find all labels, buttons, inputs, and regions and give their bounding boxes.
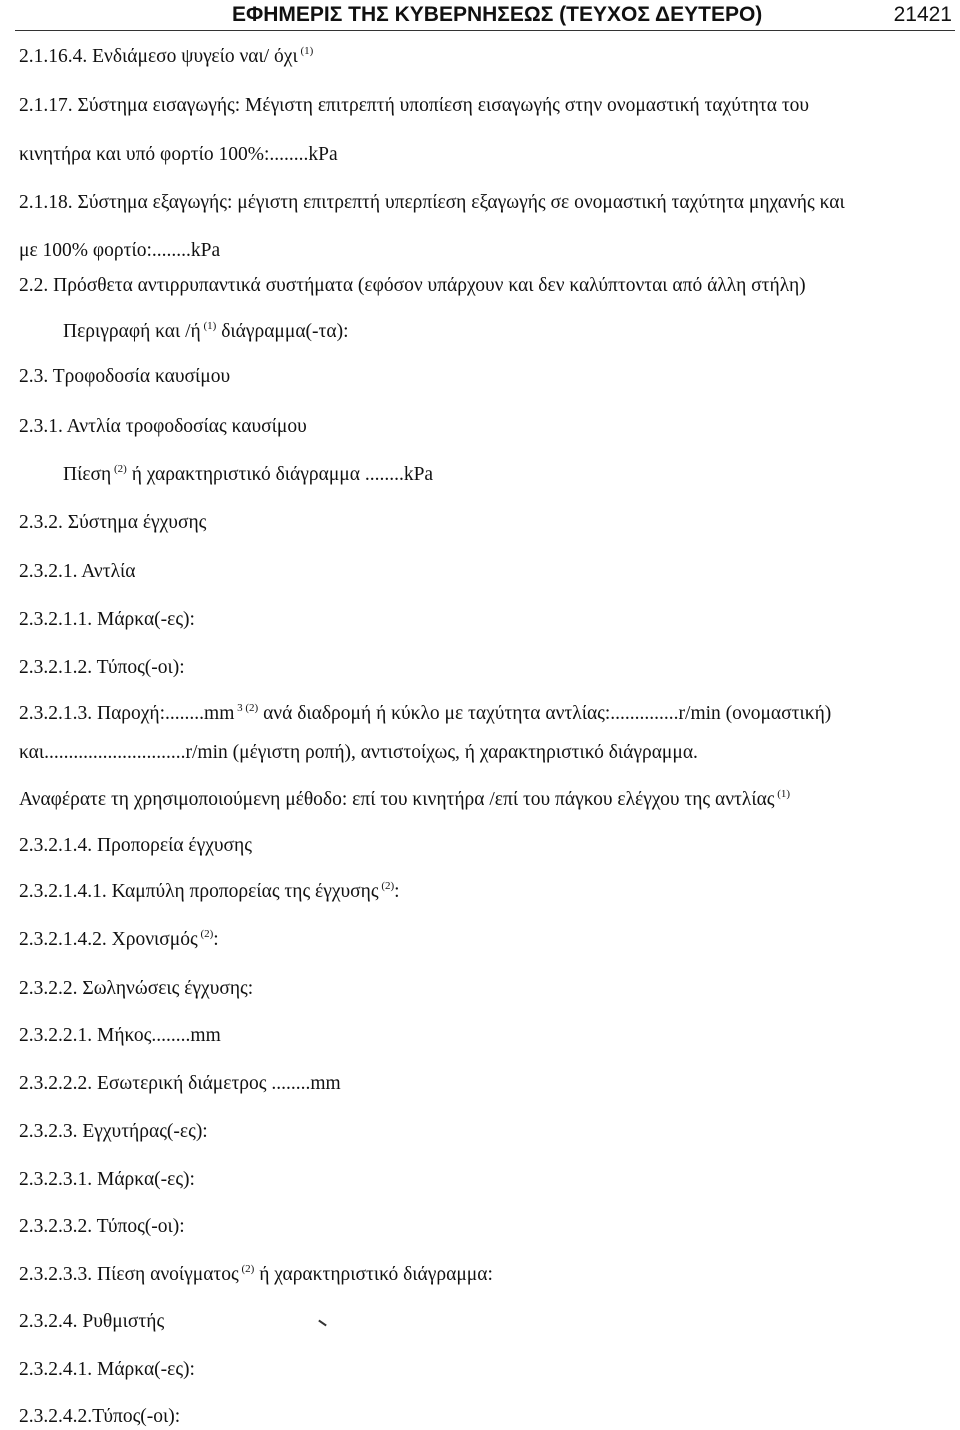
line-text: 2.3.2.1.3. Παροχή:........mm [19,703,235,724]
line-text: 2.3.2.1.4.1. Καμπύλη προπορείας της έγχυσης [19,881,379,902]
line-text: 2.3.2.2. Σωληνώσεις έγχυσης: [19,978,254,999]
text-line [19,608,195,632]
text-line [19,191,845,215]
text-line [19,415,307,439]
line-text: 2.3.2.1.4. Προπορεία έγχυσης [19,835,252,856]
footnote-ref: (2) [111,463,127,475]
line-text: 2.3.2. Σύστημα έγχυσης [19,512,207,533]
text-line [19,1263,493,1287]
text-line [19,1215,185,1239]
line-text-after: ανά διαδρομή ή κύκλο με ταχύτητα αντλίας:..............r/min (ονομαστική) [258,703,832,724]
footnote-ref: (2) [197,928,214,940]
line-text: 2.3.2.2.2. Εσωτερική διάμετρος ........mm [19,1073,341,1094]
line-text: Περιγραφή και /ή [63,321,201,342]
footnote-ref: (1) [774,788,791,800]
line-text-after: : [213,929,219,950]
text-line [19,1358,195,1382]
footnote-ref: (1) [200,320,217,332]
line-text: 2.3.1. Αντλία τροφοδοσίας καυσίμου [19,416,307,437]
line-text: Αναφέρατε τη χρησιμοποιούμενη μέθοδο: επί του κινητήρα /επί του πάγκου ελέγχου της αντλίας [19,789,775,810]
line-text: 2.3.2.1.4.2. Χρονισμός [19,929,198,950]
line-text: 2.3.2.3.1. Μάρκα(-ες): [19,1169,195,1190]
text-line [63,320,349,344]
text-line [19,1072,341,1096]
line-text: με 100% φορτίο:........kPa [19,240,221,261]
line-text: 2.3.2.3.3. Πίεση ανοίγματος [19,1264,239,1285]
text-line [19,511,206,535]
text-line [19,1120,208,1144]
line-text: 2.1.16.4. Ενδιάμεσο ψυγείο ναι/ όχι [19,46,298,67]
line-text: 2.1.17. Σύστημα εισαγωγής: Μέγιστη επιτρεπτή υποπίεση εισαγωγής στην ονομαστική ταχύτητα του [19,95,810,116]
text-line [19,274,806,298]
text-line [19,834,252,858]
line-text: 2.3.2.2.1. Μήκος........mm [19,1025,221,1046]
footnote-ref: (1) [297,45,314,57]
line-text: 2.2. Πρόσθετα αντιρρυπαντικά συστήματα (εφόσον υπάρχουν και δεν καλύπτονται από άλλη στήλη) [19,275,806,296]
text-line [19,94,809,118]
page-header [0,0,960,34]
text-line [19,977,253,1001]
line-text: 2.3.2.4. Ρυθμιστής [19,1311,165,1332]
text-line [19,702,831,726]
line-text: 2.1.18. Σύστημα εξαγωγής: μέγιστη επιτρεπτή υπερπίεση εξαγωγής σε ονομαστική ταχύτητα μηχανής και [19,192,845,213]
stray-mark [318,1320,327,1327]
text-line [19,741,698,765]
line-text: 2.3.2.3.2. Τύπος(-οι): [19,1216,185,1237]
page-number: 21421 [893,3,952,26]
header-rule [15,30,955,31]
text-line [19,239,220,263]
line-text: 2.3.2.1. Αντλία [19,561,136,582]
line-text: 2.3.2.1.1. Μάρκα(-ες): [19,609,195,630]
text-line [19,1024,221,1048]
text-line [19,656,185,680]
text-line [19,1168,195,1192]
line-text-after: διάγραμμα(-τα): [216,321,349,342]
text-line [63,463,433,487]
text-line [19,45,313,69]
text-line [19,788,790,812]
text-line [19,1310,164,1334]
gazette-title: ΕΦΗΜΕΡΙΣ ΤΗΣ ΚΥΒΕΡΝΗΣΕΩΣ (ΤΕΥΧΟΣ ΔΕΥΤΕΡΟ) [232,3,763,26]
footnote-ref: (2) [378,880,395,892]
text-line [19,880,400,904]
text-line [19,928,219,952]
line-text: 2.3.2.1.2. Τύπος(-οι): [19,657,185,678]
line-text-after: ή χαρακτηριστικό διάγραμμα: [254,1264,493,1285]
line-text: 2.3.2.4.1. Μάρκα(-ες): [19,1359,195,1380]
line-text: Πίεση [63,464,112,485]
line-text-after: : [394,881,400,902]
line-text-after: ή χαρακτηριστικό διάγραμμα ........kPa [126,464,434,485]
line-text: και.............................r/min (μέγιστη ροπή), αντιστοίχως, ή χαρακτηριστικό διάγραμμα. [19,742,698,763]
line-text: κινητήρα και υπό φορτίο 100%:........kPa [19,144,338,165]
footnote-ref: (2) [238,1263,255,1275]
footnote-ref: 3 (2) [234,702,259,714]
line-text: 2.3.2.4.2.Τύπος(-οι): [19,1406,181,1427]
text-line [19,365,230,389]
line-text: 2.3.2.3. Εγχυτήρας(-ες): [19,1121,208,1142]
text-line [19,560,136,584]
text-line [19,1405,180,1429]
text-line [19,143,338,167]
line-text: 2.3. Τροφοδοσία καυσίμου [19,366,231,387]
